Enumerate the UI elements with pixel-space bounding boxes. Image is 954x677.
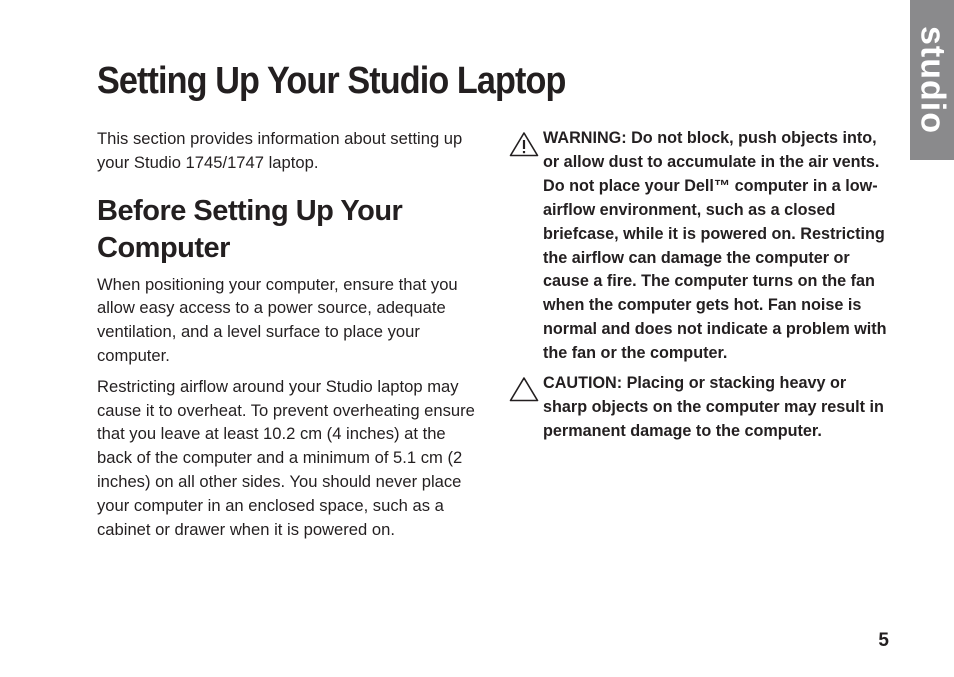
side-tab — [910, 0, 954, 160]
caution-icon — [509, 376, 539, 402]
intro-paragraph: This section provides information about setting up your Studio 1745/1747 laptop. — [97, 129, 463, 172]
warning-icon — [509, 131, 539, 157]
caution-text: CAUTION: Placing or stacking heavy or sharp objects on the computer may result in permanent damage to the computer. — [543, 374, 884, 440]
right-column — [507, 127, 893, 444]
body-paragraph: Restricting airflow around your Studio laptop may cause it to overheat. To prevent overheating ensure that you leave at least 10.2 cm (4 inches) at the back of the computer and a minimum of 5.1 cm (2 inches) on all other sides. You should never place your computer in an enclosed space, such as a cabinet or drawer when it is powered on. — [97, 376, 475, 539]
section-heading: Before Setting Up Your Computer — [97, 194, 403, 264]
left-column — [97, 127, 481, 541]
page-title: Setting Up Your Studio Laptop — [97, 60, 566, 102]
body-paragraph: When positioning your computer, ensure that you allow easy access to a power source, adequate ventilation, and a level surface to place your computer. — [97, 274, 458, 365]
side-tab-label: studio — [913, 26, 952, 134]
page-number: 5 — [878, 630, 889, 651]
warning-text: WARNING: Do not block, push objects into, or allow dust to accumulate in the air vents. Do not place your Dell™ computer in a low-airflow environment, such as a closed briefcase, while it is powered on. Restricting the airflow can damage the computer or cause a fire. The computer turns on the fan when the computer gets hot. Fan noise is normal and does not indicate a problem with the fan or the computer. — [543, 129, 887, 363]
caution-notice — [507, 372, 893, 444]
warning-notice — [507, 127, 893, 366]
